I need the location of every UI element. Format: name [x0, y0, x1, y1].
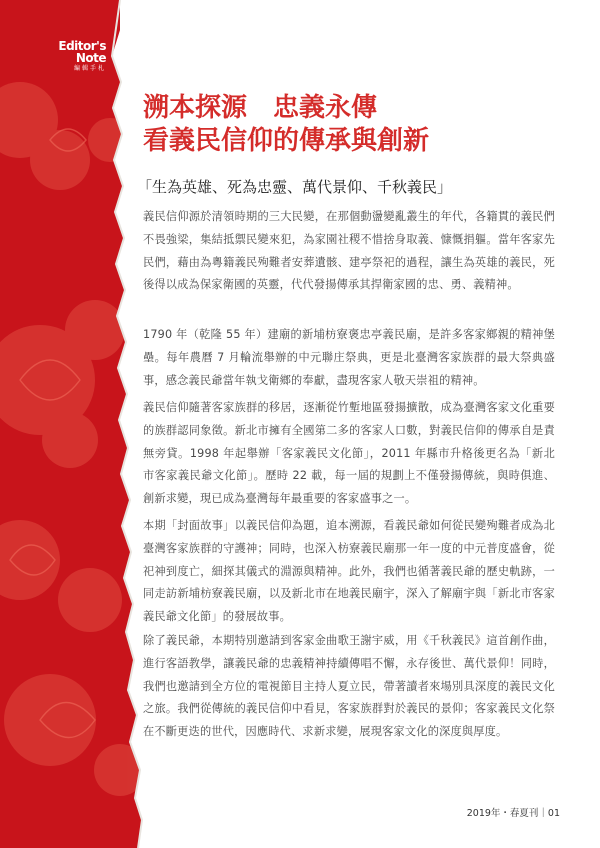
paragraph-4: 本期「封面故事」以義民信仰為題，追本溯源，看義民爺如何從民變殉難者成為北臺灣客家族群的守護神；同時，也深入枋寮義民廟那一年一度的中元普度盛會，從祀神到度亡，細探其儀式的淵源與精神。此外，我們也循著義民爺的歷史軌跡，一同走訪新埔枋寮義民廟，以及新北市在地義民廟宇，深入了解廟宇與「新北市客家義民爺文化節」的發展故事。 [143, 519, 555, 624]
paragraph-1: 義民信仰源於清領時期的三大民變，在那個動盪變亂叢生的年代，各籍貫的義民們不畏強梁，集結抵禦民變來犯，為家園社稷不惜捨身取義、慷慨捐軀。當年客家先民們，藉由為粵籍義民殉難者安葬遺骸、建亭祭祀的過程，讓生為英雄的義民，死後得以成為保家衛國的英靈，代代發揚傳承其捍衛家國的忠、勇、義精神。 [143, 210, 555, 292]
page-footer: 2019年・春夏刊｜01 [466, 808, 560, 819]
title-line-2: 看義民信仰的傳承與創新 [143, 126, 430, 156]
title-line-1: 溯本探源 忠義永傳 [143, 93, 378, 123]
logo-line-1: Editor's [58, 39, 106, 53]
paragraph-5: 除了義民爺，本期特別邀請到客家金曲歌王謝宇威，用《千秋義民》這首創作曲，進行客語教學，讓義民爺的忠義精神持續傳唱不懈，永存後世、萬代景仰！同時，我們也邀請到全方位的電視節目主持人夏立民，帶著讀者來場別具深度的義民文化之旅。我們從傳統的義民信仰中看見，客家族群對於義民的景仰；客家義民文化祭在不斷更迭的世代，因應時代、求新求變，展現客家文化的深度與厚度。 [143, 634, 555, 739]
subtitle-quote: 「生為英雄、死為忠靈、萬代景仰、千秋義民」 [137, 178, 453, 196]
page-title [143, 92, 429, 158]
paragraph-2: 1790 年（乾隆 55 年）建廟的新埔枋寮褒忠亭義民廟，是許多客家鄉親的精神堡壘。每年農曆 7 月輪流舉辦的中元聯庄祭典，更是北臺灣客家族群的最大祭典盛事，感念義民爺當年執戈衛鄉的奉獻，盡現客家人敬天崇祖的精神。 [143, 328, 555, 387]
paragraph-3: 義民信仰隨著客家族群的移居，逐漸從竹塹地區發揚擴散，成為臺灣客家文化重要的族群認同象徵。新北市擁有全國第二多的客家人口數，對義民信仰的傳承自是責無旁貸。1998 年起舉辦「客家義民文化節」，2011 年縣市升格後更名為「新北市客家義民爺文化節」。歷時 22 載，每一屆的規劃上不僅發揚傳統，與時俱進、創新求變，現已成為臺灣每年最重要的客家盛事之一。 [143, 401, 555, 506]
logo-line-2: Note [75, 51, 106, 65]
logo-line-3: 編輯手札 [73, 65, 106, 72]
